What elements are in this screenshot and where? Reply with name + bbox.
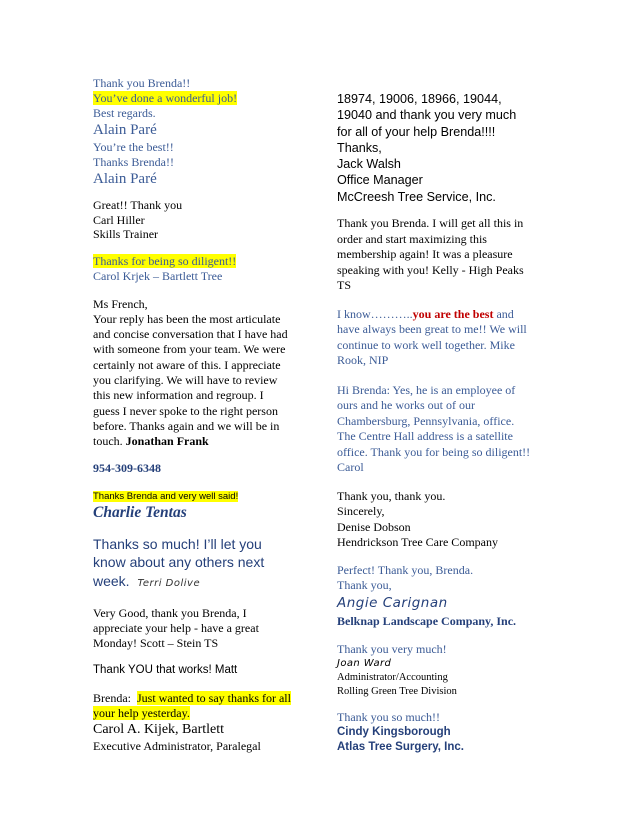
text-line: Best regards. bbox=[93, 106, 156, 120]
highlighted-text: Thanks for being so diligent!! bbox=[93, 253, 237, 268]
text-line: Carol Krjek – Bartlett Tree bbox=[93, 268, 223, 283]
signature-name: Alain Paré bbox=[93, 171, 157, 187]
company-name: Hendrickson Tree Care Company bbox=[337, 535, 498, 550]
highlighted-text: Just wanted to say thanks for all bbox=[137, 691, 291, 706]
phone-number: 954-309-6348 bbox=[93, 461, 161, 476]
testimonial-walsh bbox=[337, 91, 559, 205]
company-name: McCreesh Tree Service, Inc. bbox=[337, 189, 496, 204]
text-line: Monday! Scott – Stein TS bbox=[93, 636, 219, 651]
signature-name: Terri Dolive bbox=[137, 577, 201, 589]
highlighted-text: Thanks Brenda and very well said! bbox=[93, 490, 239, 502]
signature-name: Alain Paré bbox=[93, 122, 157, 138]
text-line: week. bbox=[93, 572, 130, 589]
text-line: Thanks so much! I’ll let you bbox=[93, 535, 262, 552]
text-line: Thank YOU that works! Matt bbox=[93, 664, 238, 677]
text-line: touch. bbox=[93, 434, 126, 449]
text-line: Thanks Brenda!! bbox=[93, 155, 174, 169]
signature-title: Executive Administrator, Paralegal bbox=[93, 739, 261, 754]
text-line: 18974, 19006, 18966, 19044, bbox=[337, 92, 502, 106]
text-line: Rook, NIP bbox=[337, 353, 389, 368]
text-line: you clarifying. We will have to review bbox=[93, 372, 278, 387]
signature-name: Angie Carignan bbox=[337, 594, 448, 611]
text-line: Sincerely, bbox=[337, 504, 385, 519]
text-line: know about any others next bbox=[93, 554, 265, 571]
emphasis-text: you are the best bbox=[412, 306, 494, 321]
signature-title: Administrator/Accounting bbox=[337, 671, 448, 683]
testimonial-kijek bbox=[93, 691, 315, 754]
testimonial-krjek bbox=[93, 254, 315, 284]
testimonial-carignan bbox=[337, 563, 559, 630]
company-name: Atlas Tree Surgery, Inc. bbox=[337, 740, 464, 753]
company-name: Belknap Landscape Company, Inc. bbox=[337, 613, 517, 628]
signature-name: Charlie Tentas bbox=[93, 503, 187, 521]
signature-name: Jack Walsh bbox=[337, 157, 401, 172]
testimonial-ward bbox=[337, 642, 559, 699]
testimonial-tentas bbox=[93, 490, 315, 522]
text-line: this new information and regroup. I bbox=[93, 388, 264, 403]
text-line: have always been great to me!! We will bbox=[337, 322, 527, 337]
testimonial-kelly bbox=[337, 216, 559, 294]
signature-title: Office Manager bbox=[337, 173, 423, 188]
right-column bbox=[337, 91, 559, 755]
text-line: Perfect! Thank you, Brenda. bbox=[337, 562, 474, 577]
highlighted-text: your help yesterday. bbox=[93, 706, 190, 721]
text-line: Brenda: bbox=[93, 691, 131, 706]
text-line: Carl Hiller bbox=[93, 212, 145, 227]
signature-name: Jonathan Frank bbox=[125, 434, 209, 449]
company-name: Rolling Green Tree Division bbox=[337, 685, 457, 697]
text-line: I know……….. bbox=[337, 306, 413, 321]
text-line: Skills Trainer bbox=[93, 227, 159, 241]
text-line: Thank you, thank you. bbox=[337, 488, 446, 503]
text-line: with someone from your team. We were bbox=[93, 342, 286, 357]
left-column bbox=[93, 76, 315, 754]
text-line: You’re the best!! bbox=[93, 140, 174, 154]
text-line: The Centre Hall address is a satellite bbox=[337, 429, 513, 444]
testimonial-kingsborough bbox=[337, 710, 559, 755]
testimonial-pare bbox=[93, 76, 315, 189]
text-line: membership again! It was a pleasure bbox=[337, 247, 513, 262]
text-line: Your reply has been the most articulate bbox=[93, 311, 281, 326]
signature-name: Carol bbox=[337, 460, 364, 475]
text-line: and bbox=[493, 306, 514, 321]
testimonial-hiller bbox=[93, 198, 315, 242]
signature-name: Carol A. Kijek, Bartlett bbox=[93, 722, 225, 738]
signature-name: Cindy Kingsborough bbox=[337, 725, 451, 738]
text-line: Great!! Thank you bbox=[93, 198, 183, 212]
text-line: Thank you very much! bbox=[337, 641, 447, 656]
text-line: Chambersburg, Pennsylvania, office. bbox=[337, 413, 515, 428]
signature-name: Denise Dobson bbox=[337, 519, 411, 534]
testimonial-carol bbox=[337, 383, 559, 476]
text-line: continue to work well together. Mike bbox=[337, 337, 515, 352]
testimonial-scott bbox=[93, 606, 315, 651]
testimonial-matt bbox=[93, 663, 315, 678]
text-line: 19040 and thank you very much bbox=[337, 108, 517, 123]
signature-name: Joan Ward bbox=[337, 657, 392, 669]
text-line: appreciate your help - have a great bbox=[93, 621, 259, 636]
text-line: Ms French, bbox=[93, 296, 148, 311]
testimonial-frank bbox=[93, 297, 315, 477]
text-line: Thank you, bbox=[337, 578, 392, 593]
text-line: before. Thanks again and we will be in bbox=[93, 418, 280, 433]
text-line: guess I never spoke to the right person bbox=[93, 403, 278, 418]
text-line: Thanks, bbox=[337, 140, 382, 155]
text-line: Very Good, thank you Brenda, I bbox=[93, 606, 247, 621]
text-line: certainly not aware of this. I appreciate bbox=[93, 357, 281, 372]
text-line: order and start maximizing this bbox=[337, 231, 487, 246]
text-line: office. Thank you for being so diligent!! bbox=[337, 444, 531, 459]
testimonial-rook bbox=[337, 307, 559, 369]
text-line: and concise conversation that I have had bbox=[93, 327, 288, 342]
testimonial-dolive bbox=[93, 535, 315, 594]
text-line: Hi Brenda: Yes, he is an employee of bbox=[337, 382, 516, 397]
highlighted-text: You’ve done a wonderful job! bbox=[93, 91, 238, 105]
text-line: speaking with you! Kelly - High Peaks bbox=[337, 262, 524, 277]
testimonial-dobson bbox=[337, 489, 559, 551]
text-line: Thank you Brenda!! bbox=[93, 76, 191, 90]
text-line: TS bbox=[337, 278, 352, 293]
text-line: for all of your help Brenda!!!! bbox=[337, 124, 496, 139]
text-line: Thank you so much!! bbox=[337, 709, 440, 724]
text-line: Thank you Brenda. I will get all this in bbox=[337, 216, 524, 231]
text-line: ours and he works out of our bbox=[337, 398, 475, 413]
